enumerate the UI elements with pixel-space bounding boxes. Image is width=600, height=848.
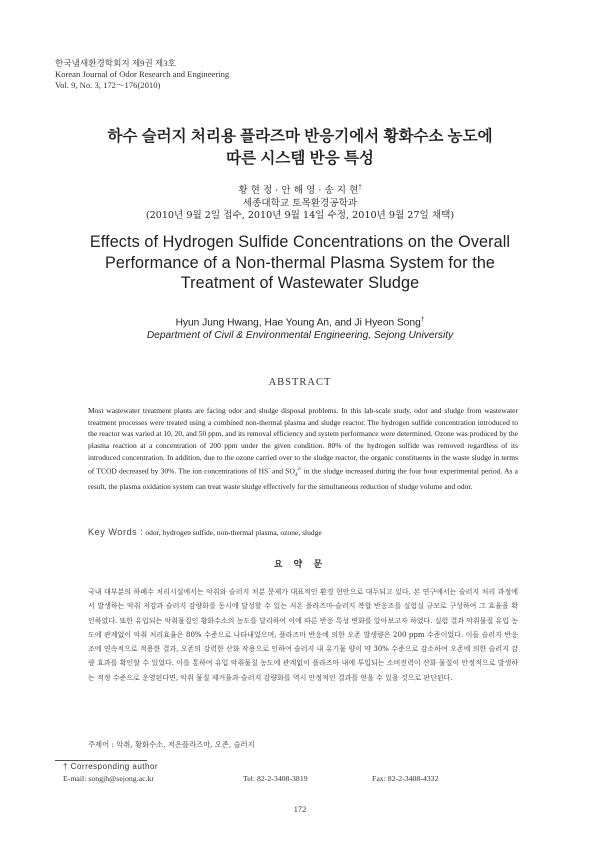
- korean-authors-block: [0, 181, 600, 223]
- author-telephone: Tel: 82-2-3408-3819: [243, 774, 308, 783]
- korean-corresponding-mark: †: [358, 183, 362, 191]
- english-author-names: [0, 313, 600, 329]
- korean-affiliation: 세종대학교 토목환경공학과: [242, 197, 358, 209]
- abstract-body: [88, 405, 518, 493]
- journal-korean-name: 한국냄새환경학회지 제9권 제3호: [55, 58, 176, 68]
- korean-title-line-1: 하수 슬러지 처리용 플라즈마 반응기에서 황화수소 농도에: [107, 128, 493, 145]
- abstract-heading: ABSTRACT: [268, 377, 332, 388]
- footnote-divider: [55, 760, 147, 761]
- abstract-sup-2: 2-: [297, 466, 302, 472]
- abstract-text-2: and SO: [269, 466, 295, 476]
- english-title-line-1: Effects of Hydrogen Sulfide Concentrations on the Overall: [89, 233, 511, 251]
- korean-author-names-text: 황 현 정 · 안 해 영 · 송 지 현: [238, 185, 359, 197]
- author-fax: Fax: 82-2-3408-4332: [372, 774, 439, 783]
- korean-keywords-list: 악취, 황화수소, 저온플라즈마, 오존, 슬러지: [113, 740, 255, 749]
- korean-author-names: [0, 181, 600, 198]
- korean-keywords-label: 주제어 :: [88, 740, 114, 749]
- journal-english-name: Korean Journal of Odor Research and Engineering: [55, 69, 230, 80]
- abstract-text-1: Most wastewater treatment plants are facing odor and sludge disposal problems. In this lab-scale study, odor and sludge from wastewater treatment processes were treated using a combined non-thermal plasma and sludge reactor. The hydrogen sulfide concentration introduced to the reactor was varied at 10, 20, and 50 ppm, and its removal efficiency and system performance were determined. Ozone was produced by the plasma reaction at a concentration of 200 ppm under the given condition. 80% of the hydrogen sulfide was removed regardless of its introduced concentration. In addition, due to the ozone carried over to the sludge reactor, the organic constituents in the waste sludge in terms of TCOD decreased by 30%. The ion concentrations of HS: [88, 406, 518, 476]
- journal-header: [55, 58, 229, 92]
- keywords-list: odor, hydrogen sulfide, non-thermal plasma, ozone, sludge: [143, 528, 322, 537]
- english-corresponding-mark: †: [420, 316, 425, 323]
- korean-abstract-body: 국내 대부분의 하폐수 처리시설에서는 악취와 슬러지 처분 문제가 대표적인 환경 현안으로 대두되고 있다. 본 연구에서는 슬러지 처리 과정에서 발생하는 악취 저감과 슬러지 감량화를 동시에 달성할 수 있는 저온 플라즈마-슬러지 복합 반응조를 실험실 규모로 구성하여 그 효율을 확인하였다. 또한 유입되는 악취물질인 황화수소의 농도를 달리하여 이에 따른 반응 특성 변화를 알아보고자 하였다. 실험 결과 악취물질 유입 농도에 관계없이 악취 처리효율은 80% 수준으로 나타내었으며, 플라즈마 반응에 의한 오존 발생량은 200 ppm 수준이었다. 이들 슬러지 반응조에 연속적으로 적용한 결과, 오존의 강력한 산화 작용으로 인하여 슬러지 내 유기물 양이 약 30% 수준으로 감소하여 오존에 의한 슬러지 감량 효과를 확인할 수 있었다. 이를 통하여 유입 악취물질 농도에 관계없이 플라즈마 내에 투입되는 소비전력이 산화 물질이 안정적으로 발생하는 적정 수준으로 운영된다면, 악취 물질 제거율과 슬러지 감량화를 역시 안정적인 결과를 얻을 수 있을 것으로 판단된다.: [88, 588, 518, 682]
- journal-volume: Vol. 9, No. 3, 172～176(2010): [55, 80, 161, 91]
- english-title-line-3: Treatment of Wastewater Sludge: [180, 274, 420, 292]
- abstract-sup-1: -: [268, 466, 270, 472]
- english-title-line-2: Performance of a Non-thermal Plasma System for the: [104, 253, 496, 272]
- korean-abstract-heading: 요 약 문: [273, 560, 327, 570]
- author-email: E-mail: songjh@sejong.ac.kr: [63, 774, 154, 783]
- english-keywords: [88, 527, 518, 537]
- english-authors-block: [0, 313, 600, 342]
- page-number: 172: [293, 805, 307, 814]
- abstract-text-3: in the sludge increased during the four hour experimental period. As a result, the plasma oxidation system can treat waste sludge effectively for the simultaneous reduction of sludge volume and odor.: [88, 466, 518, 492]
- english-department: Department of Civil & Environmental Engineering, Sejong University: [146, 330, 454, 342]
- english-title: [0, 232, 600, 294]
- korean-keywords: [88, 740, 518, 750]
- abstract-sub-2: 4: [294, 472, 298, 478]
- keywords-label: Key Words :: [88, 527, 144, 537]
- korean-title-line-2: 따른 시스템 반응 특성: [226, 150, 374, 167]
- submission-dates: (2010년 9월 2일 접수, 2010년 9월 14일 수정, 2010년 9월 27일 채택): [145, 210, 455, 222]
- korean-title: [0, 126, 600, 170]
- corresponding-author-note: † Corresponding author: [63, 762, 159, 771]
- english-author-names-text: Hyun Jung Hwang, Hae Young An, and Ji Hyeon Song: [175, 317, 421, 329]
